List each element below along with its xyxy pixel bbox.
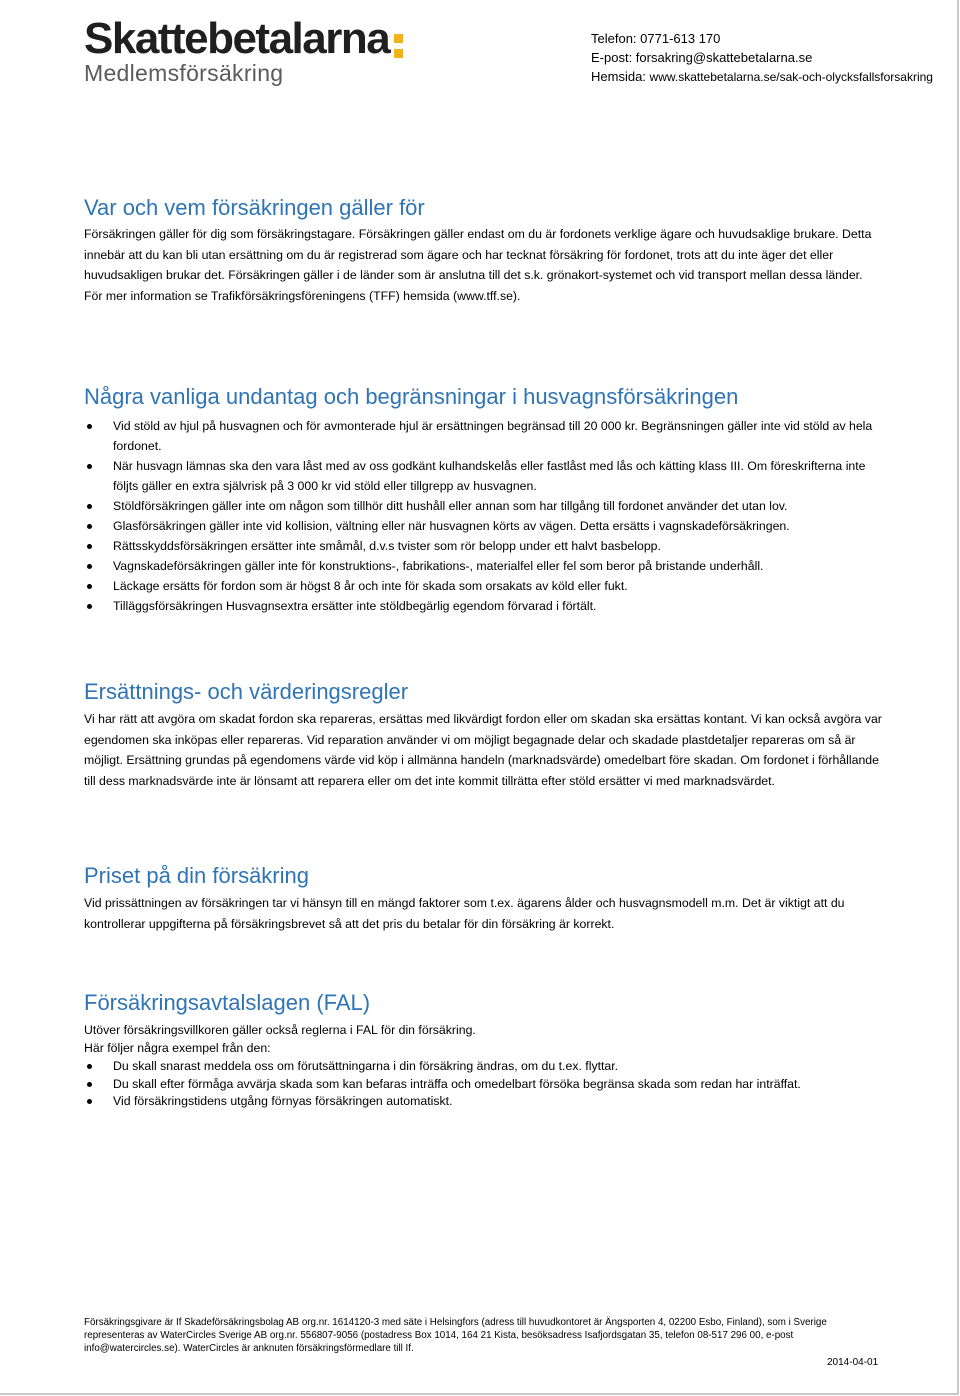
list-item: Stöldförsäkringen gäller inte om någon som tillhör ditt hushåll eller annan som har tillgång till fordonet använder det utan lov.	[84, 496, 874, 516]
fal-intro-2: Här följer några exempel från den:	[84, 1041, 271, 1055]
list-item: Tilläggsförsäkringen Husvagnsextra ersätter inte stöldbegärlig egendom förvarad i förtält.	[84, 596, 874, 616]
list-item: Rättsskyddsförsäkringen ersätter inte småmål, d.v.s tvister som rör belopp under ett halvt basbelopp.	[84, 536, 874, 556]
list-item: När husvagn lämnas ska den vara låst med av oss godkänt kulhandskelås eller fastlåst med lås och kätting klass III. Om föreskrifterna inte följts gäller en extra självrisk på 3 000 kr vid stöld eller tillgrepp av husvagnen.	[84, 456, 874, 496]
footer-legal-text: Försäkringsgivare är If Skadeförsäkringsbolag AB org.nr. 1614120-3 med säte i Helsingfors (adress till huvudkontoret är Ängsporten 4, 02200 Esbo, Finland), som i Sverige representeras av WaterCircles Sverige AB org.nr. 556807-9056 (postadress Box 1014, 164 21 Kista, besöksadress Isafjordsgatan 35, telefon 08-517 296 00, e-post info@watercircles.se). WaterCircles är anknuten försäkringsförmedlare till If.	[84, 1317, 827, 1355]
company-logo	[84, 14, 403, 86]
list-item: Glasförsäkringen gäller inte vid kollision, vältning eller när husvagnen körts av vägen. Detta ersätts i vagnskadeförsäkringen.	[84, 516, 874, 536]
logo-subtitle: Medlemsförsäkring	[84, 60, 284, 86]
contact-block	[591, 29, 933, 87]
list-item: Vid försäkringstidens utgång förnyas försäkringen automatiskt.	[84, 1093, 874, 1111]
section-title-exceptions: Några vanliga undantag och begränsningar i husvagnsförsäkringen	[84, 384, 739, 409]
list-item: Du skall efter förmåga avvärja skada som kan befaras inträffa och omedelbart försöka begränsa skada som redan har inträffat.	[84, 1076, 874, 1094]
exceptions-list	[84, 416, 874, 616]
fal-intro-1: Utöver försäkringsvillkoren gäller också reglerna i FAL för din försäkring.	[84, 1023, 476, 1037]
section-text-compensation: Vi har rätt att avgöra om skadat fordon ska repareras, ersättas med likvärdigt fordon eller om skadan ska ersättas kontant. Vi kan också avgöra var egendomen ska inköpas eller repareras. Vid reparation använder vi om möjligt begagnade delar och skadade plastdetaljer repareras om så är möjligt. Ersättning grundas på egendomens värde vid köp i allmänna handeln (marknadsvärde) omedelbart före skadan. Om fordonet i förhållande till dess marknadsvärde inte är lönsamt att reparera eller om det inte kommit tillrätta efter stöld ersätter vi med marknadsvärdet.	[84, 712, 882, 788]
website-link[interactable]: www.skattebetalarna.se/sak-och-olycksfallsforsakring	[649, 70, 933, 84]
section-title-scope: Var och vem försäkringen gäller för	[84, 195, 425, 220]
contact-phone: Telefon: 0771-613 170	[591, 31, 721, 46]
section-title-compensation: Ersättnings- och värderingsregler	[84, 679, 409, 704]
fal-list	[84, 1058, 874, 1111]
section-text-scope: Försäkringen gäller för dig som försäkringstagare. Försäkringen gäller endast om du är fordonets verklige ägare och huvudsaklige brukare. Detta innebär att du kan bli utan ersättning om du är registrerad som ägare och har tecknat försäkring för fordonet, trots att du inte äger det eller huvudsakligen brukar det. Försäkringen gäller i de länder som är anslutna till det s.k. grönakort-systemet och vid transport mellan dessa länder. För mer information se Trafikförsäkringsföreningens (TFF) hemsida (www.tff.se).	[84, 227, 872, 303]
section-title-fal: Försäkringsavtalslagen (FAL)	[84, 990, 371, 1015]
list-item: Vid stöld av hjul på husvagnen och för avmonterade hjul är ersättningen begränsad till 20 000 kr. Begränsningen gäller inte vid stöld av hela fordonet.	[84, 416, 874, 456]
contact-email: E-post: forsakring@skattebetalarna.se	[591, 50, 813, 65]
section-title-price: Priset på din försäkring	[84, 863, 309, 888]
contact-website	[591, 67, 933, 87]
website-label: Hemsida:	[591, 69, 650, 84]
list-item: Läckage ersätts för fordon som är högst 8 år och inte för skada som orsakats av köld eller fukt.	[84, 576, 874, 596]
logo-colon-icon	[394, 34, 403, 64]
list-item: Du skall snarast meddela oss om förutsättningarna i din försäkring ändras, om du t.ex. flyttar.	[84, 1058, 874, 1076]
section-text-price: Vid prissättningen av försäkringen tar vi hänsyn till en mängd faktorer som t.ex. ägarens ålder och husvagnsmodell m.m. Det är viktigt att du kontrollerar uppgifterna på försäkringsbrevet så att det pris du betalar för din försäkring är korrekt.	[84, 896, 845, 931]
logo-wordmark: Skattebetalarna	[84, 14, 390, 63]
footer-date: 2014-04-01	[827, 1357, 879, 1368]
list-item: Vagnskadeförsäkringen gäller inte för konstruktions-, fabrikations-, materialfel eller fel som beror på bristande underhåll.	[84, 556, 874, 576]
